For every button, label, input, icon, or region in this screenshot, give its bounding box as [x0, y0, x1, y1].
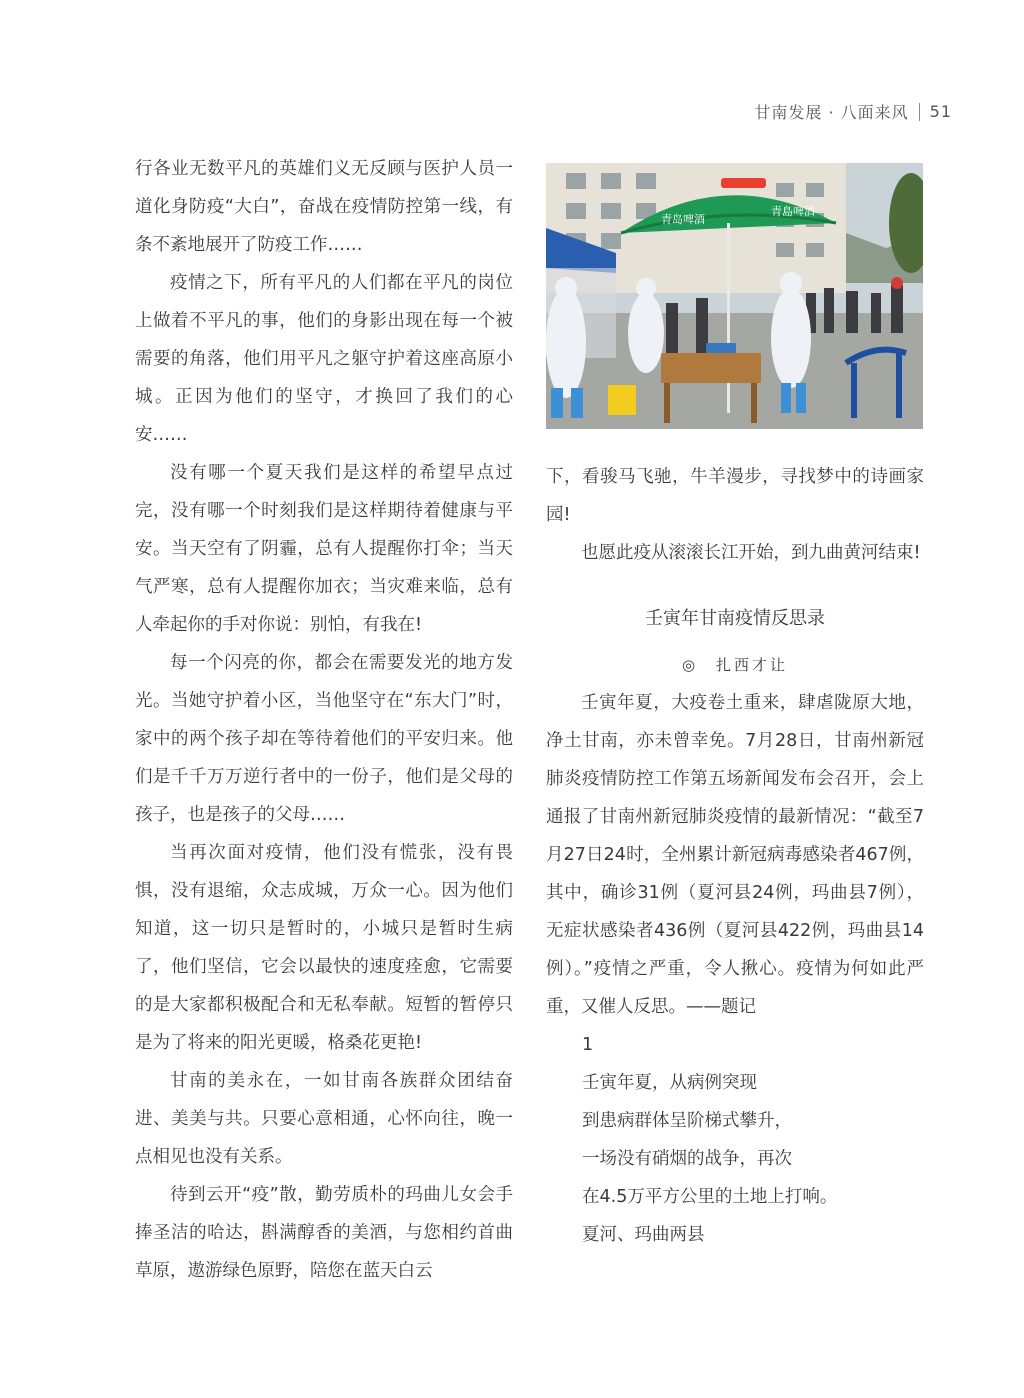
verse-line: 壬寅年夏，从病例突现: [582, 1073, 757, 1093]
paragraph: 疫情之下，所有平凡的人们都在平凡的岗位上做着不平凡的事，他们的身影出现在每一个被需要的角落，他们用平凡之躯守护着这座高原小城。正因为他们的坚守，才换回了我们的心安……: [135, 273, 513, 445]
verse-line: 一场没有硝烟的战争，再次: [582, 1149, 792, 1169]
header-divider: [919, 103, 920, 121]
running-header: [754, 100, 952, 123]
testing-site-photo: [546, 163, 923, 429]
left-column: [135, 150, 513, 1290]
paragraph: 当再次面对疫情，他们没有慌张，没有畏惧，没有退缩，众志成城，万众一心。因为他们知道，这一切只是暂时的，小城只是暂时生病了，他们坚信，它会以最快的速度痊愈，它需要的是大家都积极配合和无私奉献。短暂的暂停只是为了将来的阳光更暖，格桑花更艳!: [135, 843, 513, 1053]
paragraph: 甘南的美永在，一如甘南各族群众团结奋进、美美与共。只要心意相通，心怀向往，晚一点相见也没有关系。: [135, 1071, 513, 1167]
verse-number: 1: [582, 1035, 594, 1055]
verse-line: 夏河、玛曲两县: [582, 1225, 705, 1245]
byline: ◎ 扎西才让: [681, 656, 789, 674]
verse-line: 到患病群体呈阶梯式攀升，: [582, 1111, 792, 1131]
paragraph: 行各业无数平凡的英雄们义无反顾与医护人员一道化身防疫“大白”，奋战在疫情防控第一线，有条不紊地展开了防疫工作……: [135, 159, 513, 255]
photo-illustration: [546, 163, 923, 429]
umbrella-brand-text: 青島啤酒: [771, 205, 815, 218]
paragraph: 也愿此疫从滚滚长江开始，到九曲黄河结束!: [581, 543, 921, 563]
verse-line: 在4.5万平方公里的土地上打响。: [582, 1187, 838, 1207]
page-number: 51: [929, 102, 952, 121]
intro-paragraph: 壬寅年夏，大疫卷土重来，肆虐陇原大地，净土甘南，亦未曾幸免。7月28日，甘南州新冠肺炎疫情防控工作第五场新闻发布会召开，会上通报了甘南州新冠肺炎疫情的最新情况：“截至7月27日24时，全州累计新冠病毒感染者467例，其中，确诊31例（夏河县24例，玛曲县7例），无症状感染者436例（夏河县422例，玛曲县14例）。”疫情之严重，令人揪心。疫情为何如此严重，又催人反思。——题记: [546, 693, 924, 1017]
right-column: [546, 458, 924, 1254]
paragraph: 没有哪一个夏天我们是这样的希望早点过完，没有哪一个时刻我们是这样期待着健康与平安。当天空有了阴霾，总有人提醒你打伞；当天气严寒，总有人提醒你加衣；当灾难来临，总有人牵起你的手对你说：别怕，有我在!: [135, 463, 513, 635]
paragraph: 下，看骏马飞驰，牛羊漫步，寻找梦中的诗画家园!: [546, 467, 924, 525]
umbrella-brand-text: 青岛啤酒: [661, 213, 705, 226]
section-title: 甘南发展 · 八面来风: [754, 103, 909, 122]
paragraph: 每一个闪亮的你，都会在需要发光的地方发光。当她守护着小区，当他坚守在“东大门”时，家中的两个孩子却在等待着他们的平安归来。他们是千千万万逆行者中的一份子，他们是父母的孩子，也是孩子的父母……: [135, 653, 513, 825]
article-title: 壬寅年甘南疫情反思录: [645, 608, 825, 629]
paragraph: 待到云开“疫”散，勤劳质朴的玛曲儿女会手捧圣洁的哈达，斟满醇香的美酒，与您相约首曲草原，遨游绿色原野，陪您在蓝天白云: [135, 1185, 513, 1281]
